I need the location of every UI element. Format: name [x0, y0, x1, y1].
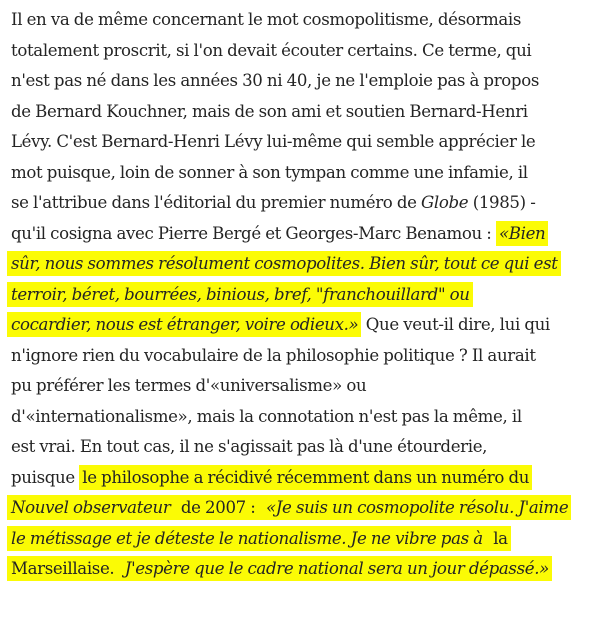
text-run: est vrai. En tout cas, il ne s'agissait pas là d'une étourderie,: [11, 437, 488, 456]
text-run: se l'attribue dans l'éditorial du premier numéro de: [11, 193, 422, 212]
text-run: de Bernard Kouchner, mais de son ami et soutien Bernard-Henri: [11, 101, 528, 121]
text-line: [11, 310, 593, 341]
text-line: [11, 524, 593, 555]
article-body: [11, 5, 593, 585]
text-line: [11, 493, 593, 524]
highlighted-text: Marseillaise.: [7, 556, 122, 581]
text-line: [11, 402, 593, 433]
text-run: Il en va de même concernant le mot cosmopolitisme, désormais: [11, 10, 522, 29]
text-run: n'ignore rien du vocabulaire de la philosophie politique ? Il aurait: [11, 345, 536, 365]
text-line: [11, 66, 593, 97]
text-line: [11, 97, 593, 128]
text-run: puisque: [11, 467, 80, 487]
text-line: [11, 554, 593, 585]
text-line: [11, 280, 593, 311]
highlighted-quote: terroir, béret, bourrées, binious, bref, "franchouillard" ou: [7, 282, 473, 307]
highlighted-text: la: [486, 526, 511, 551]
highlighted-quote: le métissage et je déteste le nationalisme. Je ne vibre pas à: [7, 526, 486, 551]
text-line: [11, 341, 593, 372]
text-run: n'est pas né dans les années 30 ni 40, je ne l'emploie pas à propos: [11, 71, 540, 90]
text-line: [11, 249, 593, 280]
highlighted-publication-title: Nouvel observateur: [7, 495, 173, 520]
text-run: (1985) -: [468, 193, 536, 212]
text-run: mot puisque, loin de sonner à son tympan comme une infamie, il: [11, 162, 528, 182]
text-run: qu'il cosigna avec Pierre Bergé et Georges-Marc Benamou :: [11, 223, 496, 243]
text-run: totalement proscrit, si l'on devait écouter certains. Ce terme, qui: [11, 40, 532, 60]
highlighted-quote: sûr, nous sommes résolument cosmopolites. Bien sûr, tout ce qui est: [7, 251, 561, 276]
publication-title: Globe: [421, 193, 469, 212]
text-line: [11, 371, 593, 402]
text-run: pu préférer les termes d'«universalisme» ou: [11, 376, 367, 395]
highlighted-text: de 2007 :: [173, 495, 263, 520]
text-line: [11, 432, 593, 463]
text-line: [11, 127, 593, 158]
highlighted-quote: J'espère que le cadre national sera un jour dépassé.»: [122, 556, 552, 581]
text-line: [11, 5, 593, 36]
highlighted-text: le philosophe a récidivé récemment dans un numéro du: [79, 465, 532, 490]
text-line: [11, 36, 593, 67]
highlighted-quote: cocardier, nous est étranger, voire odieux.»: [7, 312, 361, 337]
text-line: [11, 188, 593, 219]
text-line: [11, 463, 593, 494]
highlighted-quote: «Je suis un cosmopolite résolu. J'aime: [263, 495, 571, 520]
text-run: Lévy. C'est Bernard-Henri Lévy lui-même qui semble apprécier le: [11, 132, 536, 151]
text-run: d'«internationalisme», mais la connotation n'est pas la même, il: [11, 406, 522, 426]
text-line: [11, 158, 593, 189]
text-line: [11, 219, 593, 250]
text-run: Que veut-il dire, lui qui: [361, 315, 550, 334]
highlighted-quote: «Bien: [496, 221, 548, 246]
